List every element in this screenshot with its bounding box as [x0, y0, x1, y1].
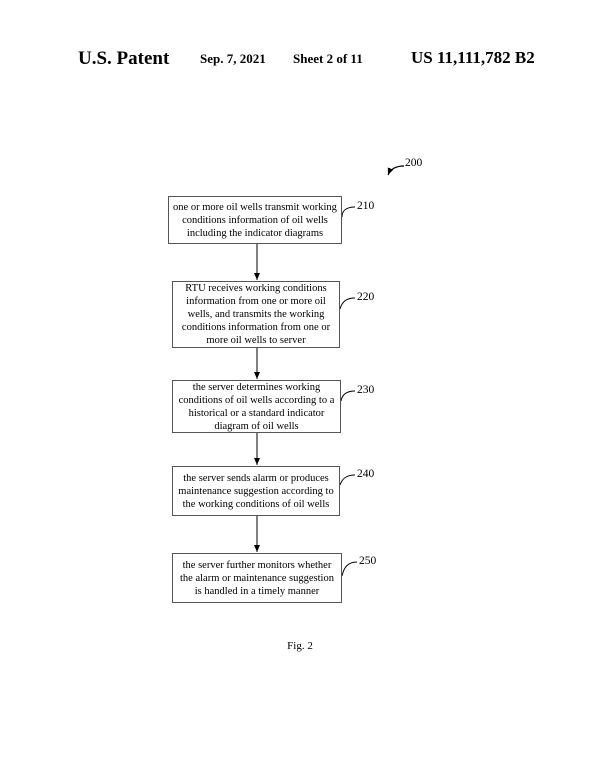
step-ref-250: 250: [359, 555, 377, 567]
figure-label: Fig. 2: [287, 640, 313, 652]
patent-date: Sep. 7, 2021: [200, 51, 266, 66]
patent-title: U.S. Patent: [78, 48, 170, 69]
sheet-number: Sheet 2 of 11: [293, 51, 363, 66]
step-box-230: [172, 380, 341, 433]
ref-230-leader: [341, 391, 355, 401]
step-text-220: RTU receives working conditions information from one or more oil wells, and transmits the working conditions information from one or more oil wells to server: [181, 283, 331, 346]
diagram-ref: 200: [405, 157, 423, 169]
step-ref-230: 230: [357, 384, 375, 396]
ref-200-leader: [388, 166, 404, 175]
step-ref-210: 210: [357, 200, 375, 212]
step-ref-220: 220: [357, 291, 375, 303]
step-box-250: [172, 553, 342, 603]
step-box-220: [172, 281, 340, 348]
ref-240-leader: [340, 475, 355, 485]
patent-number: US 11,111,782 B2: [411, 48, 535, 67]
ref-220-leader: [340, 298, 355, 309]
step-box-210: [168, 196, 342, 244]
step-text-240: the server sends alarm or produces maintenance suggestion according to the working conditions of oil wells: [178, 472, 334, 510]
step-ref-240: 240: [357, 468, 375, 480]
ref-210-leader: [342, 207, 355, 217]
step-box-240: [172, 466, 340, 516]
ref-250-leader: [342, 562, 357, 576]
step-text-250: the server further monitors whether the alarm or maintenance suggestion is handled in a timely manner: [180, 559, 334, 597]
step-text-210: one or more oil wells transmit working conditions information of oil wells including the indicator diagrams: [173, 201, 337, 239]
step-text-230: the server determines working conditions of oil wells according to a historical or a standard indicator diagram of oil wells: [178, 381, 335, 432]
